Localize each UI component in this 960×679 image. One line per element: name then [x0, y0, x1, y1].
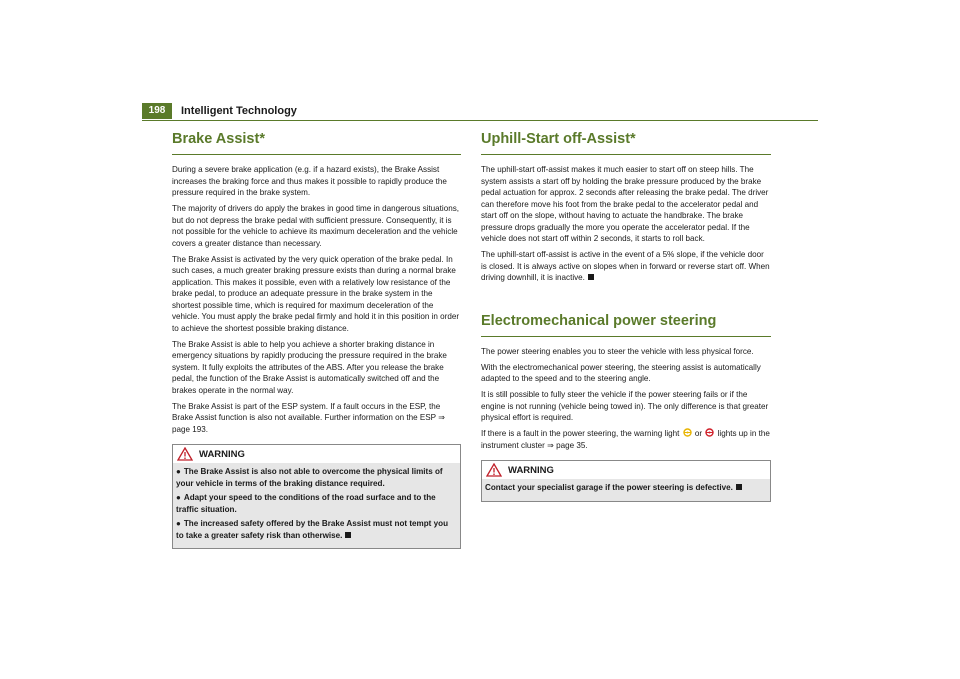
page-header	[142, 100, 818, 121]
header-title: Intelligent Technology	[181, 105, 297, 117]
fault-or: or	[694, 429, 703, 438]
warning-item-text: Adapt your speed to the conditions of the road surface and to the traffic situation.	[176, 493, 436, 514]
steering-warning-box	[481, 460, 771, 502]
end-of-section-icon	[588, 274, 594, 280]
steering-heading: Electromechanical power steering	[481, 313, 771, 337]
brake-assist-esp-paragraph	[172, 401, 461, 436]
steering-warning-light-yellow-icon	[682, 428, 693, 437]
end-of-section-icon	[345, 532, 351, 538]
esp-text: The Brake Assist is part of the ESP system. If a fault occurs in the ESP, the Brake Assist function is also not available. Further information on the ESP	[172, 401, 441, 422]
bullet-icon: ●	[176, 493, 181, 502]
steering-paragraph: It is still possible to fully steer the vehicle if the power steering fails or if the engine is not running (vehicle being towed in). The only difference is that greater physical effort is required.	[481, 390, 769, 422]
brake-assist-paragraph: The Brake Assist is able to help you achieve a shorter braking distance in emergency situations by rapidly producing the pressure required in the brake system. It fully exploits the attributes of the ABS. After you release the brake pedal, the function of the Brake Assist is automatically switched off and the brakes operate in the normal way.	[172, 339, 447, 395]
warning-item	[176, 466, 457, 489]
brake-assist-warning-box	[172, 444, 461, 549]
warning-item	[176, 518, 457, 541]
left-column	[172, 131, 461, 549]
warning-body	[482, 479, 770, 501]
warning-label: WARNING	[199, 448, 245, 460]
warning-item	[485, 482, 767, 494]
warning-body	[173, 463, 460, 548]
fault-text-a: If there is a fault in the power steering, the warning light	[481, 429, 680, 438]
steering-fault-paragraph	[481, 428, 771, 451]
bullet-icon: ●	[176, 519, 181, 528]
brake-assist-paragraph: During a severe brake application (e.g. if a hazard exists), the Brake Assist increases the braking force and thus makes it possible to rapidly produce the pressure required in the brake system.	[172, 165, 447, 197]
warning-item-text: The increased safety offered by the Brake Assist must not tempt you to take a greater safety risk than otherwise.	[176, 519, 449, 540]
esp-page-link[interactable]: ⇒ page 193.	[172, 413, 445, 434]
warning-label: WARNING	[508, 464, 554, 476]
fault-text-b: lights up in the instrument cluster	[481, 429, 770, 450]
steering-paragraph: The power steering enables you to steer the vehicle with less physical force.	[481, 346, 754, 356]
steering-warning-light-red-icon	[704, 428, 715, 437]
uphill-paragraph: The uphill-start off-assist makes it much easier to start off on steep hills. The system assists a start off by holding the brake pressure produced by the brake pedal actuation for approx. 2 seconds after releasing the brake pedal. The driver can therefore move his foot from the brake pedal to the accelerator pedal and start off on the slope, without having to actuate the handbrake. The brake pressure drops gradually the more you operate the accelerator pedal. If the vehicle does not start off within 2 seconds, it starts to roll back.	[481, 165, 769, 243]
uphill-heading: Uphill-Start off-Assist*	[481, 131, 771, 155]
uphill-text: The uphill-start off-assist is active in the event of a 5% slope, if the vehicle door is closed. It is always active on slopes when in forward or reverse start off. When driving downhill, it is inactive.	[481, 250, 770, 282]
warning-item	[176, 492, 457, 515]
warning-header	[482, 461, 770, 479]
brake-assist-heading: Brake Assist*	[172, 131, 461, 155]
page-number: 198	[142, 103, 172, 119]
warning-triangle-icon	[177, 447, 193, 461]
warning-item-text: The Brake Assist is also not able to overcome the physical limits of your vehicle in terms of the braking distance required.	[176, 467, 443, 488]
end-of-section-icon	[736, 484, 742, 490]
warning-item-text: Contact your specialist garage if the power steering is defective.	[485, 483, 733, 492]
brake-assist-paragraph: The majority of drivers do apply the brakes in good time in dangerous situations, but do not depress the brake pedal with sufficient pressure. Consequently, it is not possible for the vehicle to achieve its maximum deceleration and the vehicle covers a greater distance than necessary.	[172, 204, 460, 248]
right-column	[481, 131, 771, 502]
uphill-paragraph-last	[481, 249, 771, 284]
warning-triangle-icon	[486, 463, 502, 477]
warning-header	[173, 445, 460, 463]
bullet-icon: ●	[176, 467, 181, 476]
fault-page-link[interactable]: ⇒ page 35.	[547, 440, 588, 450]
steering-paragraph: With the electromechanical power steering, the steering assist is automatically adapted to the speed and to the steering angle.	[481, 362, 761, 383]
brake-assist-paragraph: The Brake Assist is activated by the very quick operation of the brake pedal. In such cases, a much greater braking pressure exists than during a normal brake application. This makes it possible, even with a relatively low resistance of the brake pedal, to produce an adequate pressure in the brake system in the shortest possible time, which is required for maximum deceleration of the vehicle. You must apply the brake pedal firmly and hold it in this position in order to achieve the shortest possible braking distance.	[172, 254, 460, 333]
